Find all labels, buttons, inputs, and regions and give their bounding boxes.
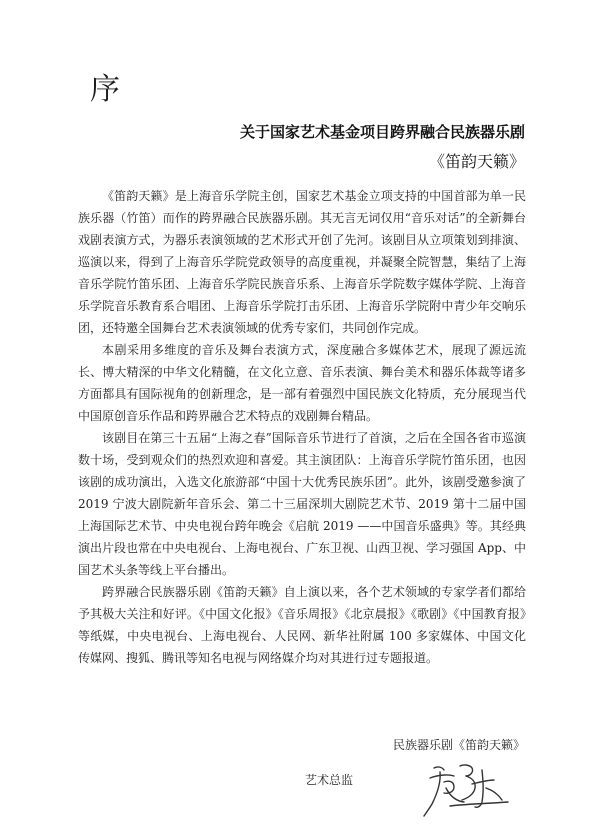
signature-role: 艺术总监 bbox=[305, 773, 354, 787]
title-block bbox=[80, 120, 525, 175]
body-text bbox=[78, 185, 526, 669]
signature-organization: 民族器乐剧《笛韵天籁》 bbox=[392, 738, 525, 752]
paragraph: 该剧目在第三十五届“上海之春”国际音乐节进行了首演，之后在全国各省市巡演数十场，受到观众们的热烈欢迎和喜爱。其主演团队：上海音乐学院竹笛乐团，也因该剧的成功演出，入选文化旅游部“中国十大优秀民族乐团”。此外，该剧受邀参演了 2019 宁波大剧院新年音乐会、第二十三届深圳大剧院艺术节、2019 第十二届中国上海国际艺术节、中央电视台跨年晚会《启航 2019 ——中国音乐盛典》等。其经典演出片段也常在中央电视台、上海电视台、广东卫视、山西卫视、学习强国 App、中国艺术头条等线上平台播出。 bbox=[78, 431, 526, 577]
paragraph: 《笛韵天籁》是上海音乐学院主创，国家艺术基金立项支持的中国首部为单一民族乐器（竹笛）而作的跨界融合民族器乐剧。其无言无词仅用“音乐对话”的全新舞台戏剧表演方式，为器乐表演领域的艺术形式开创了先河。该剧目从立项策划到排演、巡演以来，得到了上海音乐学院党政领导的高度重视，并凝聚全院智慧，集结了上海音乐学院竹笛乐团、上海音乐学院民族音乐系、上海音乐学院数字媒体学院、上海音乐学院音乐教育系合唱团、上海音乐学院打击乐团、上海音乐学院附中青少年交响乐团，还特邀全国舞台艺术表演领域的优秀专家们，共同创作完成。 bbox=[78, 189, 526, 335]
preface-heading: 序 bbox=[90, 72, 121, 107]
paragraph: 跨界融合民族器乐剧《笛韵天籁》自上演以来，各个艺术领域的专家学者们都给予其极大关注和好评。《中国文化报》《音乐周报》《北京晨报》《歌剧》《中国教育报》等纸媒，中央电视台、上海电视台、人民网、新华社附属 100 多家媒体、中国文化传媒网、搜狐、腾讯等知名电视与网络媒介均对其进行过专题报道。 bbox=[78, 585, 526, 665]
document-title: 关于国家艺术基金项目跨界融合民族器乐剧 bbox=[239, 123, 525, 141]
handwritten-signature bbox=[420, 758, 515, 818]
document-subtitle: 《笛韵天籁》 bbox=[428, 152, 525, 171]
paragraph: 本剧采用多维度的音乐及舞台表演方式，深度融合多媒体艺术，展现了源远流长、博大精深的中华文化精髓，在文化立意、音乐表演、舞台美术和器乐体裁等诸多方面都具有国际视角的创新理念，是一部有着强烈中国民族文化特质，充分展现当代中国原创音乐作品和跨界融合艺术特点的戏剧舞台精品。 bbox=[78, 343, 526, 423]
